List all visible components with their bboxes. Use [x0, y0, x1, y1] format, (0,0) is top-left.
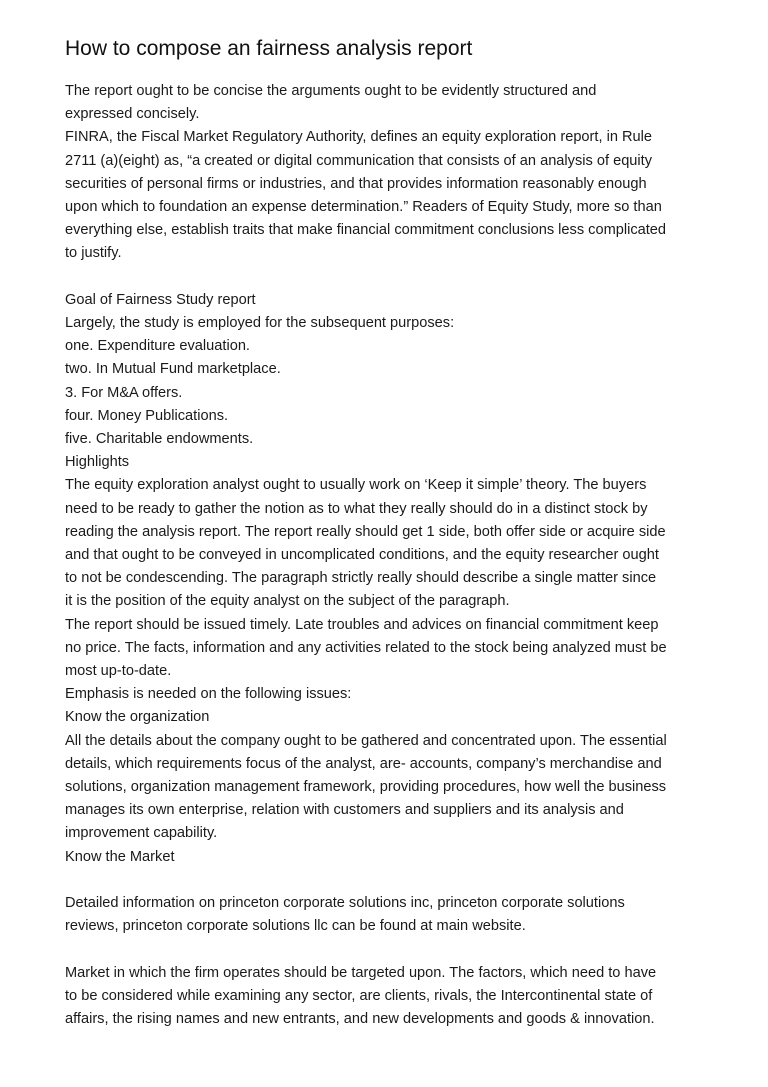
- blank-line: [65, 869, 715, 892]
- body-text-line: everything else, establish traits that make financial commitment conclusions less complicated: [65, 222, 667, 239]
- body-text-line: reading the analysis report. The report really should get 1 side, both offer side or acquire side: [65, 523, 666, 540]
- body-text-line: details, which requirements focus of the analyst, are- accounts, company’s merchandise and: [65, 755, 662, 772]
- blank-line: [65, 938, 715, 961]
- body-text-line: Emphasis is needed on the following issues:: [65, 686, 352, 703]
- body-text-line: improvement capability.: [65, 825, 218, 842]
- body-text-line: one. Expenditure evaluation.: [65, 338, 250, 355]
- body-text-line: most up-to-date.: [65, 663, 172, 680]
- body-text-line: upon which to foundation an expense determination.” Readers of Equity Study, more so than: [65, 199, 662, 216]
- body-text-line: to be considered while examining any sector, are clients, rivals, the Intercontinental state of: [65, 987, 653, 1004]
- document-body: [65, 80, 715, 1031]
- body-text-line: solutions, organization management framework, providing procedures, how well the business: [65, 779, 667, 796]
- body-text-line: to not be condescending. The paragraph strictly really should describe a single matter since: [65, 570, 657, 587]
- body-text-line: it is the position of the equity analyst on the subject of the paragraph.: [65, 593, 510, 610]
- body-text-line: manages its own enterprise, relation with customers and suppliers and its analysis and: [65, 802, 624, 819]
- body-text-line: Highlights: [65, 454, 130, 471]
- body-text-line: and that ought to be conveyed in uncomplicated conditions, and the equity researcher ought: [65, 547, 659, 564]
- body-text-line: securities of personal firms or industries, and that provides information reasonably enough: [65, 175, 647, 192]
- body-text-line: The report should be issued timely. Late troubles and advices on financial commitment keep: [65, 616, 659, 633]
- body-text-line: to justify.: [65, 245, 122, 262]
- body-text-line: five. Charitable endowments.: [65, 431, 254, 448]
- body-text-line: All the details about the company ought to be gathered and concentrated upon. The essential: [65, 732, 667, 749]
- body-text-line: FINRA, the Fiscal Market Regulatory Authority, defines an equity exploration report, in Rule: [65, 129, 652, 146]
- body-text-line: need to be ready to gather the notion as to what they really should do in a distinct stock by: [65, 500, 648, 517]
- body-text-line: Market in which the firm operates should be targeted upon. The factors, which need to have: [65, 964, 657, 981]
- document-page: [65, 34, 715, 1031]
- body-text-line: no price. The facts, information and any activities related to the stock being analyzed must be: [65, 639, 667, 656]
- body-text-line: affairs, the rising names and new entrants, and new developments and goods & innovation.: [65, 1011, 655, 1028]
- body-text-line: 2711 (a)(eight) as, “a created or digital communication that consists of an analysis of equity: [65, 152, 653, 169]
- body-text-line: four. Money Publications.: [65, 407, 229, 424]
- body-text-line: The report ought to be concise the arguments ought to be evidently structured and: [65, 83, 597, 99]
- body-text-line: reviews, princeton corporate solutions llc can be found at main website.: [65, 918, 526, 935]
- body-text-line: The equity exploration analyst ought to usually work on ‘Keep it simple’ theory. The buyers: [65, 477, 647, 494]
- document-title: How to compose an fairness analysis report: [65, 37, 473, 60]
- body-text-line: expressed concisely.: [65, 106, 200, 123]
- body-text-line: Detailed information on princeton corporate solutions inc, princeton corporate solutions: [65, 895, 625, 912]
- body-text-line: Largely, the study is employed for the subsequent purposes:: [65, 315, 455, 332]
- body-text-line: 3. For M&A offers.: [65, 384, 183, 401]
- body-text-line: Goal of Fairness Study report: [65, 291, 256, 308]
- body-text-line: two. In Mutual Fund marketplace.: [65, 361, 281, 378]
- body-text-line: Know the Market: [65, 848, 175, 865]
- blank-line: [65, 266, 715, 289]
- body-text-line: Know the organization: [65, 709, 210, 726]
